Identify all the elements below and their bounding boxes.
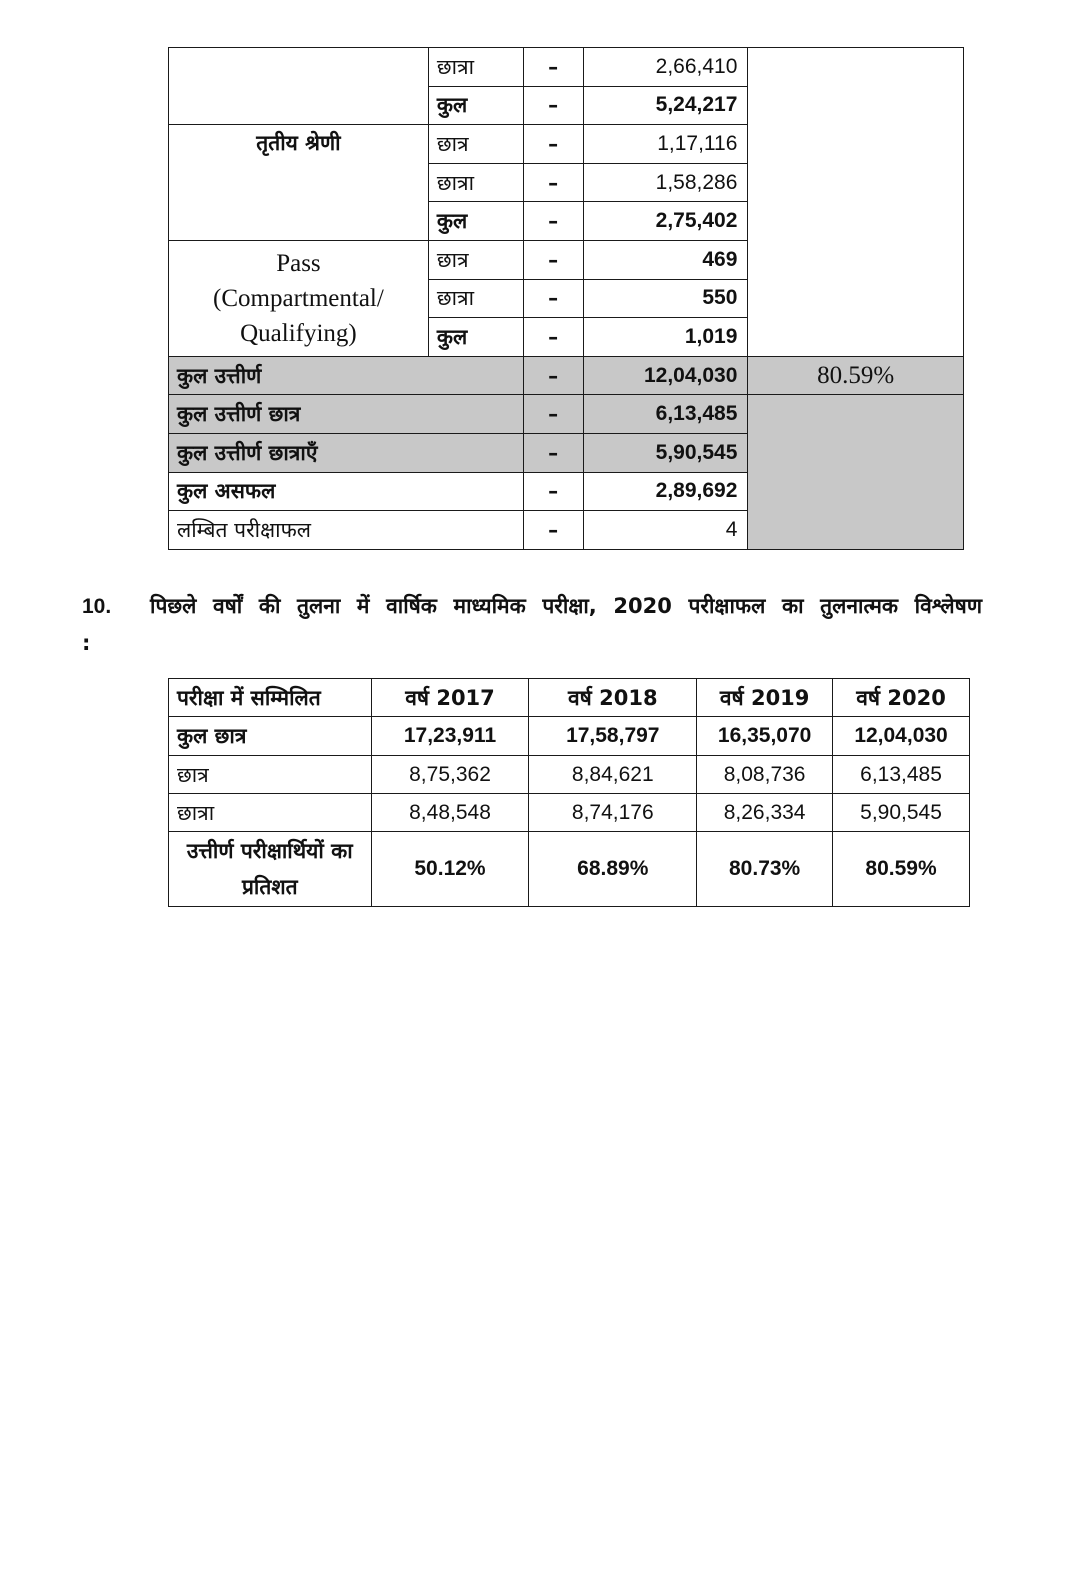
comparison-table (168, 678, 970, 907)
section-heading-text: पिछले वर्षों की तुलना में वार्षिक माध्यमिक परीक्षा, 2020 परीक्षाफल का तुलनात्मक विश्लेषण : (82, 594, 982, 655)
percent-cell (748, 48, 964, 357)
summary-value: 5,90,545 (583, 433, 748, 472)
category-pass-compartmental: Pass (Compartmental/ Qualifying) (169, 240, 429, 356)
row-label: छात्र (169, 756, 372, 794)
summary-value: 2,89,692 (583, 472, 748, 511)
sub-label: कुल (428, 86, 523, 125)
value-cell: 2,75,402 (583, 202, 748, 241)
category-cell (169, 48, 429, 125)
value-cell: 68.89% (529, 832, 697, 907)
value-cell: 17,23,911 (371, 717, 529, 756)
dash-cell: – (523, 356, 583, 395)
value-cell: 8,74,176 (529, 794, 697, 832)
value-cell: 8,84,621 (529, 756, 697, 794)
sub-label: छात्रा (428, 279, 523, 318)
row-label: उत्तीर्ण परीक्षार्थियों का प्रतिशत (169, 832, 372, 907)
dash-cell: – (523, 163, 583, 202)
sub-label: कुल (428, 202, 523, 241)
row-label: कुल छात्र (169, 717, 372, 756)
dash-cell: – (523, 472, 583, 511)
row-label: छात्रा (169, 794, 372, 832)
pass-percentage: 80.59% (748, 356, 964, 395)
blank-grey-cell (748, 395, 964, 549)
summary-row (169, 356, 964, 395)
value-cell: 8,75,362 (371, 756, 529, 794)
value-cell: 17,58,797 (529, 717, 697, 756)
value-cell: 12,04,030 (833, 717, 970, 756)
dash-cell: – (523, 279, 583, 318)
header-cell: वर्ष 2019 (697, 679, 833, 717)
summary-label: कुल उत्तीर्ण छात्राएँ (169, 433, 524, 472)
header-cell: वर्ष 2020 (833, 679, 970, 717)
dash-cell: – (523, 511, 583, 550)
summary-label: कुल असफल (169, 472, 524, 511)
sub-label: छात्र (428, 125, 523, 164)
header-cell: वर्ष 2018 (529, 679, 697, 717)
section-10-heading (82, 588, 982, 661)
value-cell: 1,17,116 (583, 125, 748, 164)
summary-label: कुल उत्तीर्ण छात्र (169, 395, 524, 434)
dash-cell: – (523, 125, 583, 164)
results-table (168, 47, 964, 550)
value-cell: 469 (583, 240, 748, 279)
dash-cell: – (523, 48, 583, 87)
table-row (169, 48, 964, 87)
section-number: 10. (82, 595, 112, 618)
sub-label: छात्र (428, 240, 523, 279)
dash-cell: – (523, 395, 583, 434)
sub-label: छात्रा (428, 48, 523, 87)
value-cell: 550 (583, 279, 748, 318)
table-row (169, 717, 970, 756)
summary-value: 4 (583, 511, 748, 550)
summary-row (169, 395, 964, 434)
summary-label: लम्बित परीक्षाफल (169, 511, 524, 550)
summary-label: कुल उत्तीर्ण (169, 356, 524, 395)
value-cell: 80.73% (697, 832, 833, 907)
sub-label: कुल (428, 318, 523, 357)
summary-value: 6,13,485 (583, 395, 748, 434)
value-cell: 16,35,070 (697, 717, 833, 756)
table-row (169, 794, 970, 832)
value-cell: 8,26,334 (697, 794, 833, 832)
category-third-division: तृतीय श्रेणी (169, 125, 429, 241)
summary-value: 12,04,030 (583, 356, 748, 395)
value-cell: 5,90,545 (833, 794, 970, 832)
dash-cell: – (523, 240, 583, 279)
table-row (169, 832, 970, 907)
dash-cell: – (523, 86, 583, 125)
sub-label: छात्रा (428, 163, 523, 202)
value-cell: 5,24,217 (583, 86, 748, 125)
value-cell: 80.59% (833, 832, 970, 907)
value-cell: 1,019 (583, 318, 748, 357)
value-cell: 50.12% (371, 832, 529, 907)
value-cell: 1,58,286 (583, 163, 748, 202)
header-cell: वर्ष 2017 (371, 679, 529, 717)
dash-cell: – (523, 433, 583, 472)
header-cell: परीक्षा में सम्मिलित (169, 679, 372, 717)
value-cell: 8,48,548 (371, 794, 529, 832)
value-cell: 8,08,736 (697, 756, 833, 794)
table-row (169, 756, 970, 794)
value-cell: 2,66,410 (583, 48, 748, 87)
dash-cell: – (523, 202, 583, 241)
dash-cell: – (523, 318, 583, 357)
value-cell: 6,13,485 (833, 756, 970, 794)
header-row (169, 679, 970, 717)
